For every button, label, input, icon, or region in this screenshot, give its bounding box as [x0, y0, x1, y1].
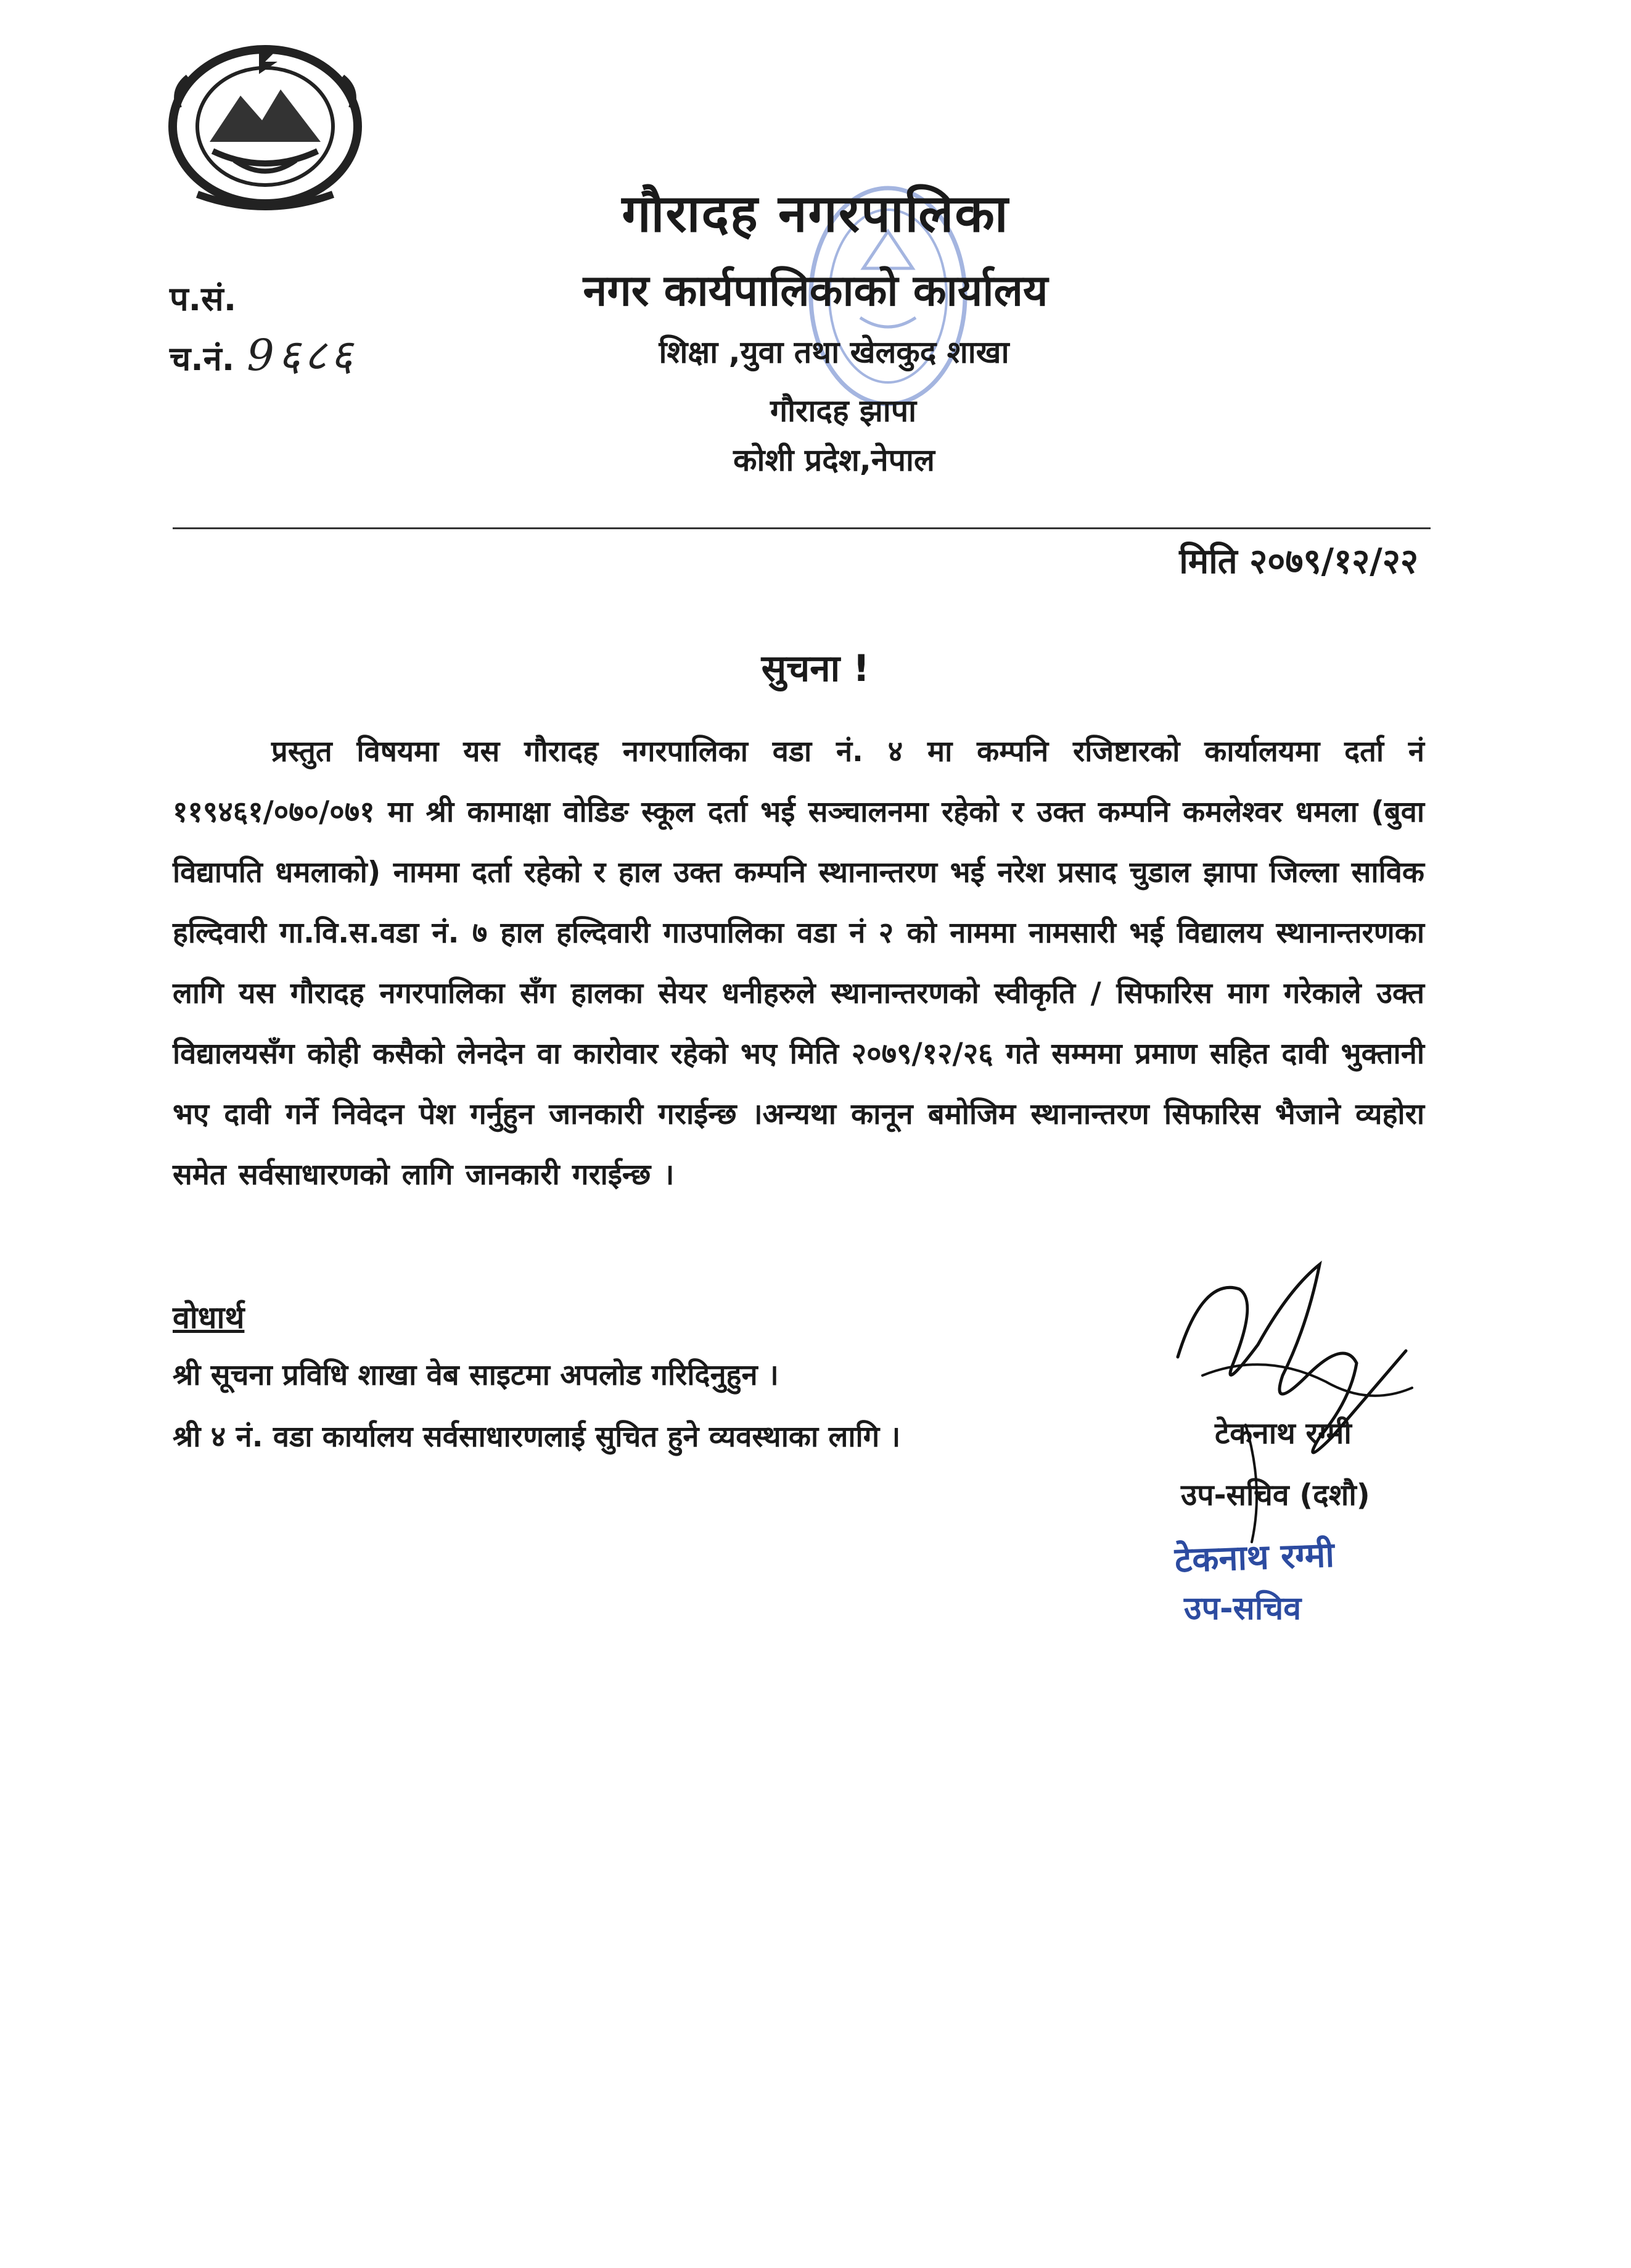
dispatch-number: 9६८६	[247, 330, 357, 381]
address-line-2: कोशी प्रदेश,नेपाल	[733, 442, 935, 478]
dispatch-row	[170, 324, 356, 383]
info-line: श्री ४ नं. वडा कार्यालय सर्वसाधारणलाई सुचित हुने व्यवस्थाका लागि ।	[173, 1420, 901, 1454]
office-subtitle: नगर कार्यपालिकाको कार्यालय	[583, 265, 1048, 316]
header-divider	[173, 527, 1431, 529]
address-line-1: गौरादह झापा	[770, 393, 917, 429]
signatory-title: उप-सचिव (दशौ)	[1181, 1478, 1370, 1512]
section-name: शिक्षा ,युवा तथा खेलकुद शाखा	[659, 334, 1009, 370]
stamp-name: टेकनाथ रग्मी	[1174, 1535, 1335, 1581]
letter-date: मिति २०७९/१२/२२	[1179, 542, 1418, 582]
signatory-name: टेकनाथ रग्मी	[1215, 1416, 1352, 1451]
handwritten-signature	[1165, 1252, 1431, 1548]
stamp-title: उप-सचिव	[1184, 1590, 1302, 1627]
info-line: श्री सूचना प्रविधि शाखा वेब साइटमा अपलोड गरिदिनुहुन ।	[173, 1358, 779, 1392]
info-heading: वोधार्थ	[173, 1300, 245, 1335]
dispatch-label: च.नं.	[170, 339, 235, 378]
notice-title: सुचना !	[761, 647, 870, 690]
reference-label: प.सं.	[170, 279, 237, 318]
office-name: गौरादह नगरपालिका	[622, 183, 1009, 244]
notice-body: प्रस्तुत विषयमा यस गौरादह नगरपालिका वडा नं. ४ मा कम्पनि रजिष्टारको कार्यालयमा दर्ता नं ११९४६१/०७०/०७१ मा श्री कामाक्षा वोडिङ स्कूल दर्ता भई सञ्चालनमा रहेको र उक्त कम्पनि कमलेश्वर धमला (बुवा विद्यापति धमलाको) नाममा दर्ता रहेको र हाल उक्त कम्पनि स्थानान्तरण भई नरेश प्रसाद चुडाल झापा जिल्ला साविक हल्दिवारी गा.वि.स.वडा नं. ७ हाल हल्दिवारी गाउपालिका वडा नं २ को नाममा नामसारी भई विद्यालय स्थानान्तरणका लागि यस गौरादह नगरपालिका सँग हालका सेयर धनीहरुले स्थानान्तरणको स्वीकृति / सिफारिस माग गरेकाले उक्त विद्यालयसँग कोही कसैको लेनदेन वा कारोवार रहेको भए मिति २०७९/१२/२६ गते सम्ममा प्रमाण सहित दावी भुक्तानी भए दावी गर्ने निवेदन पेश गर्नुहुन जानकारी गराईन्छ ।अन्यथा कानून बमोजिम स्थानान्तरण सिफारिस भैजाने व्यहोरा समेत सर्वसाधारणको लागि जानकारी गराईन्छ ।	[173, 735, 1424, 1192]
